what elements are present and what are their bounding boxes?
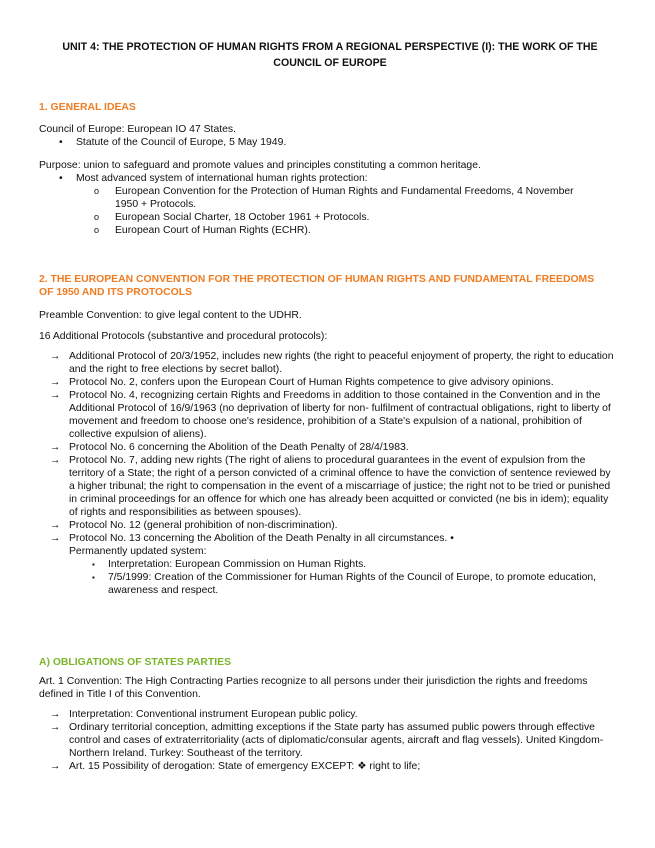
arrow-icon: → — [50, 722, 61, 733]
page-title: UNIT 4: THE PROTECTION OF HUMAN RIGHTS FROM A REGIONAL PERSPECTIVE (I): THE WORK OF THE COUNCIL OF EUROPE — [62, 41, 598, 69]
section-obligations — [39, 656, 619, 669]
protocols-intro: 16 Additional Protocols (substantive and procedural protocols): — [39, 331, 328, 342]
section-heading: 1. GENERAL IDEAS — [39, 102, 136, 113]
council-of-europe-text: Council of Europe: European IO 47 States. — [39, 124, 236, 135]
section-heading: 2. THE EUROPEAN CONVENTION FOR THE PROTECTION OF HUMAN RIGHTS AND FUNDAMENTAL FREEDOMS OF 1950 AND ITS PROTOCOLS — [39, 274, 595, 298]
list-item: o European Social Charter, 18 October 1961 + Protocols. — [94, 212, 370, 223]
list-item: → Interpretation: Conventional instrument European public policy. — [50, 709, 358, 720]
list-item: → Protocol No. 2, confers upon the European Court of Human Rights competence to give advisory opinions. — [50, 377, 554, 388]
square-bullet-icon: ▪ — [92, 573, 95, 582]
bullet-icon: • — [59, 137, 63, 148]
purpose-text: Purpose: union to safeguard and promote values and principles constituting a common heritage. — [39, 160, 481, 171]
protocols-block — [39, 330, 619, 597]
section-heading: A) OBLIGATIONS OF STATES PARTIES — [39, 657, 232, 668]
square-bullet-icon: ▪ — [92, 560, 95, 569]
list-item: → Additional Protocol of 20/3/1952, includes new rights (the right to peaceful enjoyment of property, the right to education and the right to free elections by secret ballot). — [50, 351, 614, 375]
circle-bullet-icon: o — [94, 186, 100, 196]
section-general-ideas — [39, 101, 619, 114]
arrow-icon: → — [50, 709, 61, 720]
paragraph — [39, 309, 619, 322]
list-item: → Protocol No. 13 concerning the Abolition of the Death Penalty in all circumstances. • Permanently updated system: — [50, 533, 454, 557]
section-european-convention — [39, 273, 611, 299]
arrow-icon: → — [50, 390, 61, 401]
arrow-icon: → — [50, 533, 61, 544]
arrow-icon: → — [50, 761, 61, 772]
arrow-icon: → — [50, 377, 61, 388]
paragraph — [39, 159, 619, 237]
arrow-icon: → — [50, 442, 61, 453]
list-item: → Art. 15 Possibility of derogation: State of emergency EXCEPT: ❖ right to life; — [50, 761, 421, 772]
list-item: → Protocol No. 6 concerning the Abolition of the Death Penalty of 28/4/1983. — [50, 442, 409, 453]
list-item: → Protocol No. 7, adding new rights (The right of aliens to procedural guarantees in the event of expulsion from the territory of a State; the right of a person convicted of a criminal offence to have the conviction of sentence reviewed by a higher tribunal; the right to compensation in the event of a miscarriage of justice; the right not to be tried or punished in criminal proceedings for an offence for which one has already been acquitted or convicted (ne bis in idem); equality of rights and responsibilities as between spouses). — [50, 455, 611, 518]
art1-text: Art. 1 Convention: The High Contracting Parties recognize to all persons under their jurisdiction the rights and freedoms defined in Title I of this Convention. — [39, 676, 588, 700]
paragraph — [39, 123, 619, 149]
arrow-icon: → — [50, 520, 61, 531]
list-item: • Statute of the Council of Europe, 5 May 1949. — [59, 137, 287, 148]
circle-bullet-icon: o — [94, 225, 100, 235]
bullet-icon: • — [59, 173, 63, 184]
list-item: ▪ 7/5/1999: Creation of the Commissioner for Human Rights of the Council of Europe, to promote education, awareness and respect. — [92, 572, 597, 596]
preamble-text: Preamble Convention: to give legal content to the UDHR. — [39, 310, 302, 321]
list-item: → Ordinary territorial conception, admitting exceptions if the State party has assumed public powers through effective control and cases of extraterritoriality (acts of diplomatic/consular agents, aircraft and flag vessels). United Kingdom-Northern Ireland. Turkey: Southeast of the territory. — [50, 722, 604, 759]
arrow-icon: → — [50, 351, 61, 362]
list-item: • Most advanced system of international human rights protection: — [59, 173, 368, 184]
list-item: → Protocol No. 4, recognizing certain Rights and Freedoms in addition to those contained in the Convention and in the Additional Protocol of 16/9/1963 (no deprivation of liberty for non- fulfilment of contractual obligations, right to liberty of movement and freedom to choose one's residence, prohibition of a State's expulsion of a national, prohibition of collective expulsion of aliens). — [50, 390, 611, 440]
paragraph — [39, 675, 619, 773]
list-item: → Protocol No. 12 (general prohibition of non-discrimination). — [50, 520, 338, 531]
list-item: ▪ Interpretation: European Commission on Human Rights. — [92, 559, 367, 570]
circle-bullet-icon: o — [94, 212, 100, 222]
arrow-icon: → — [50, 455, 61, 466]
list-item: o European Convention for the Protection of Human Rights and Fundamental Freedoms, 4 November 1950 + Protocols. — [94, 186, 574, 210]
list-item: o European Court of Human Rights (ECHR). — [94, 225, 311, 236]
